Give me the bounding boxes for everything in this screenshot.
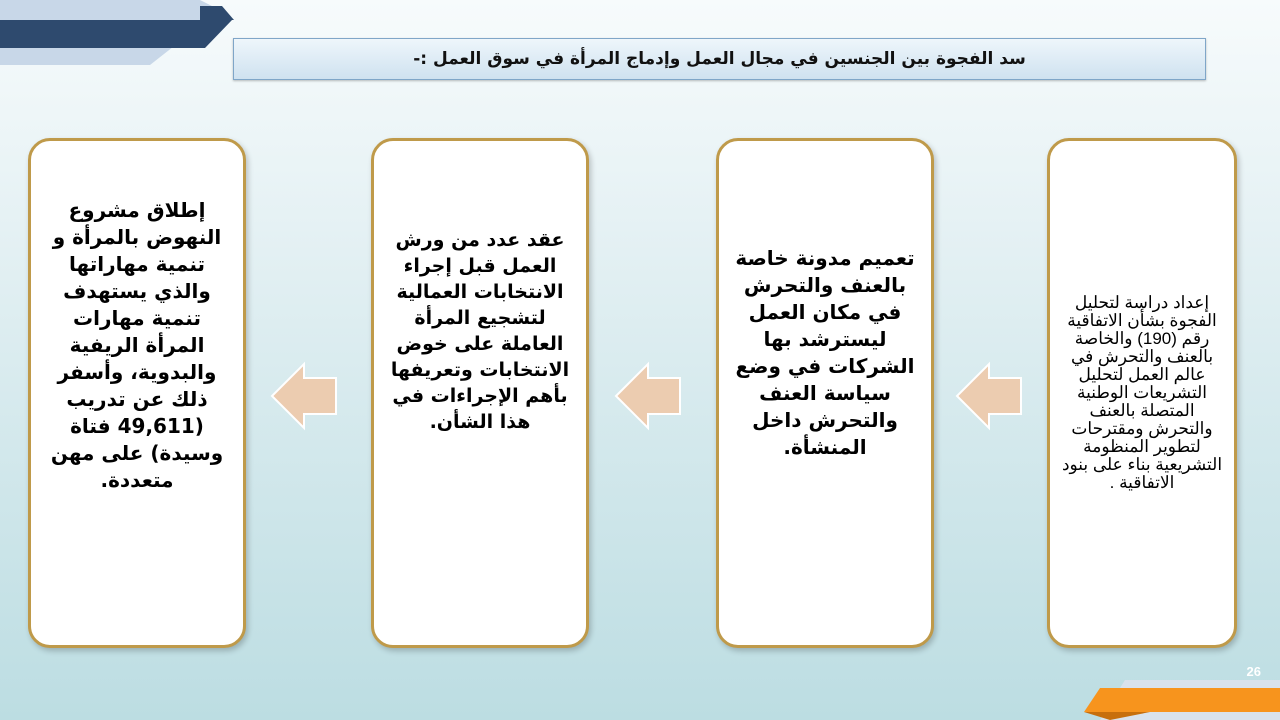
step-card-4: [28, 138, 246, 648]
left-arrow-icon: [614, 360, 686, 432]
top-left-decoration: [0, 0, 240, 70]
step-card-1: [1047, 138, 1237, 648]
left-arrow-icon: [955, 360, 1027, 432]
step-card-3: [371, 138, 589, 648]
step-card-2-text: تعميم مدونة خاصة بالعنف والتحرش في مكان العمل ليسترشد بها الشركات في وضع سياسة العنف والتحرش داخل المنشأة.: [735, 246, 915, 459]
step-card-1-text: إعداد دراسة لتحليل الفجوة بشأن الاتفاقية رقم (190) والخاصة بالعنف والتحرش في عالم العمل لتحليل التشريعات الوطنية المتصلة بالعنف والتحرش ومقترحات لتطوير المنظومة التشريعية بناء على بنود الاتفاقية .: [1061, 293, 1223, 492]
bottom-right-decoration: [1080, 680, 1280, 720]
left-arrow-icon: [270, 360, 342, 432]
page-number: 26: [1246, 664, 1261, 679]
step-card-2: [716, 138, 934, 648]
slide-title: سد الفجوة بين الجنسين في مجال العمل وإدماج المرأة في سوق العمل :-: [233, 38, 1206, 80]
step-card-4-text: إطلاق مشروع النهوض بالمرأة و تنمية مهاراتها والذي يستهدف تنمية مهارات المرأة الريفية والبدوية، وأسفر ذلك عن تدريب (49,611 فتاة وسيدة) على مهن متعددة.: [50, 198, 224, 492]
step-card-3-text: عقد عدد من ورش العمل قبل إجراء الانتخابات العمالية لتشجيع المرأة العاملة على خوض الانتخابات وتعريفها بأهم الإجراءات في هذا الشأن.: [390, 229, 570, 433]
